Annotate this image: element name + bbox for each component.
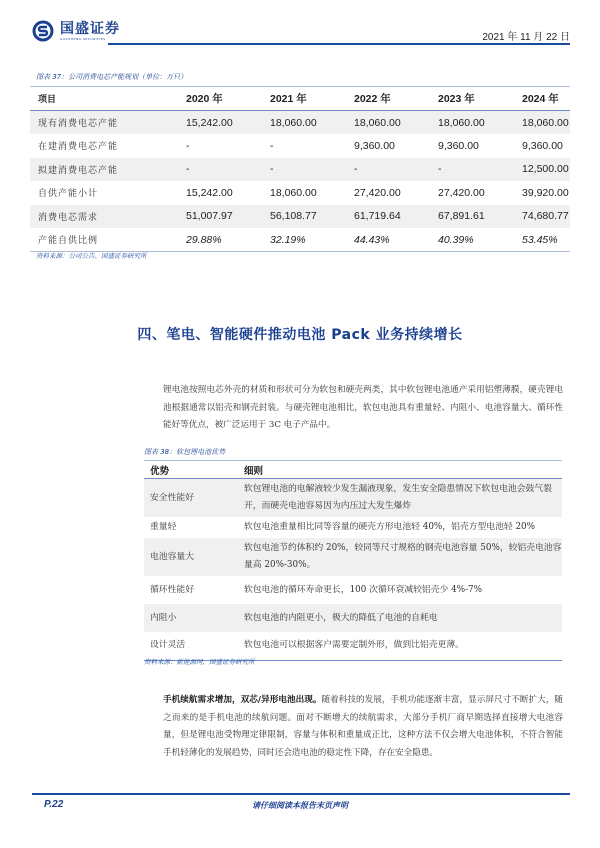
table-cell: 软包电池节约体积约 20%，较同等尺寸规格的钢壳电池容量 50%，较铝壳电池容量高 20%-30%。	[244, 538, 562, 576]
table-cell: -	[270, 139, 274, 152]
disclaimer-note: 请仔细阅读本报告末页声明	[252, 801, 348, 810]
table-cell: 15,242.00	[186, 186, 233, 199]
row-label: 产能自供比例	[30, 228, 178, 252]
row-label: 拟建消费电芯产能	[30, 158, 178, 182]
table-cell: 29.88%	[178, 228, 262, 252]
body-paragraph: 锂电池按照电芯外壳的材质和形状可分为软包和硬壳两类，其中软包锂电池通产采用铝塑薄膜，硬壳锂电池根据通常以铝壳和钢壳封装。与硬壳锂电池相比，软包电池具有重量轻、内阻小、电池容量大、循环性能好等优点，被广泛运用于 3C 电子产品中。	[163, 385, 563, 430]
row-label: 现有消费电芯产能	[30, 111, 178, 135]
table2-source: 资料来源：新能源网，国盛证券研究所	[144, 658, 255, 666]
logo-chinese-name: 国盛证券	[60, 21, 120, 37]
table-cell: 18,060.00	[262, 111, 346, 135]
table-cell: 40.39%	[430, 228, 514, 252]
table-cell: 27,420.00	[354, 186, 401, 199]
table-row	[144, 517, 562, 538]
table-cell: 56,108.77	[262, 205, 346, 229]
table-cell: 9,360.00	[354, 139, 395, 152]
row-label: 重量轻	[150, 522, 177, 532]
row-label: 自供产能小计	[38, 189, 99, 200]
table-cell: 软包电池重量相比同等容量的硬壳方形电池轻 40%，铝壳方型电池轻 20%	[244, 522, 536, 532]
table-cell: 27,420.00	[438, 186, 485, 199]
column-header: 细则	[244, 461, 562, 479]
page-header	[0, 0, 600, 50]
table-cell: 软包锂电池的电解液较少发生漏液现象，发生安全隐患情况下软包电池会鼓气裂开，而硬壳电池容易因为内压过大发生爆炸	[244, 479, 562, 518]
column-header: 2024 年	[514, 87, 570, 111]
capacity-plan-table	[30, 86, 570, 252]
paragraph-body: 随着科技的发展，手机功能逐渐丰富，显示屏尺寸不断扩大，随之而来的是手机电池的续航问题。面对不断增大的续航需求，大部分手机厂商早期选择直接增大电池容量，但是锂电池受物理定律限制，容量与体积和重量成正比，这种方法不仅会增大电池体积，不符合智能手机轻薄化的发展趋势，同时还会造电池的稳定性下降，存在安全隐患。	[163, 695, 563, 758]
table-cell: -	[346, 158, 430, 182]
table-cell: -	[178, 158, 262, 182]
table-cell: 软包电池的内阻更小，极大的降低了电池的自耗电	[244, 604, 562, 632]
table-cell: 软包电池的循环寿命更长，100 次循环衰减较铝壳少 4%-7%	[244, 584, 483, 595]
table-cell: 61,719.64	[346, 205, 430, 229]
section-heading: 四、笔电、智能硬件推动电池 Pack 业务持续增长	[137, 327, 463, 343]
table-cell: 软包电池可以根据客户需要定制外形，做到比铝壳更薄。	[244, 632, 562, 660]
table-cell: 9,360.00	[522, 139, 563, 152]
column-header: 优势	[144, 461, 244, 479]
table-cell: 15,242.00	[178, 111, 262, 135]
table-header-row	[144, 461, 562, 479]
table-cell: 74,680.77	[514, 205, 570, 229]
table-row	[144, 576, 562, 604]
table-cell: 53.45%	[514, 228, 570, 252]
logo-english-name: GUOSHENG SECURITIES	[60, 37, 106, 41]
table-row	[144, 632, 562, 660]
table-row	[30, 111, 570, 135]
table-row	[30, 181, 570, 205]
column-header: 项目	[30, 87, 178, 111]
pouch-battery-advantages-table	[144, 460, 562, 661]
row-label: 在建消费电芯产能	[38, 142, 119, 153]
column-header: 2021 年	[262, 87, 346, 111]
table1-source: 资料来源：公司公告、国盛证券研究所	[36, 252, 147, 260]
table-header-row	[30, 87, 570, 111]
table-cell: 44.43%	[346, 228, 430, 252]
table-row	[30, 228, 570, 252]
table2-caption: 图表 38：软包锂电池优势	[144, 448, 226, 456]
table-cell: 51,007.97	[178, 205, 262, 229]
column-header: 2022 年	[346, 87, 430, 111]
table-row	[30, 205, 570, 229]
footer-divider	[32, 793, 570, 795]
table-cell: 39,920.00	[522, 186, 569, 199]
row-label: 消费电芯需求	[30, 205, 178, 229]
page-number: P.22	[44, 799, 64, 810]
table-row	[144, 479, 562, 518]
table-cell: 67,891.61	[430, 205, 514, 229]
table1-caption: 图表 37：公司消费电芯产能规划（单位：万只）	[36, 73, 188, 81]
paragraph-lead: 手机续航需求增加，双芯/异形电池出现。	[163, 695, 322, 705]
table-cell: -	[430, 158, 514, 182]
table-cell: 18,060.00	[270, 186, 317, 199]
row-label: 循环性能好	[150, 584, 194, 595]
table-cell: -	[262, 158, 346, 182]
table-cell: 18,060.00	[346, 111, 430, 135]
row-label: 设计灵活	[144, 632, 244, 660]
row-label: 安全性能好	[144, 479, 244, 518]
table-row	[144, 604, 562, 632]
table-row	[144, 538, 562, 576]
guosheng-logo-icon	[32, 20, 54, 42]
table-row	[30, 134, 570, 158]
body-paragraph	[163, 692, 563, 762]
table-cell: 18,060.00	[514, 111, 570, 135]
table-cell: 9,360.00	[438, 139, 479, 152]
row-label: 内阻小	[144, 604, 244, 632]
table-cell: -	[186, 139, 190, 152]
table-cell: 12,500.00	[514, 158, 570, 182]
row-label: 电池容量大	[144, 538, 244, 576]
company-logo	[32, 20, 120, 42]
table-row	[30, 158, 570, 182]
column-header: 2023 年	[430, 87, 514, 111]
report-date: 2021 年 11 月 22 日	[482, 32, 570, 43]
column-header: 2020 年	[178, 87, 262, 111]
header-divider	[108, 43, 570, 45]
table-cell: 32.19%	[262, 228, 346, 252]
table-cell: 18,060.00	[430, 111, 514, 135]
